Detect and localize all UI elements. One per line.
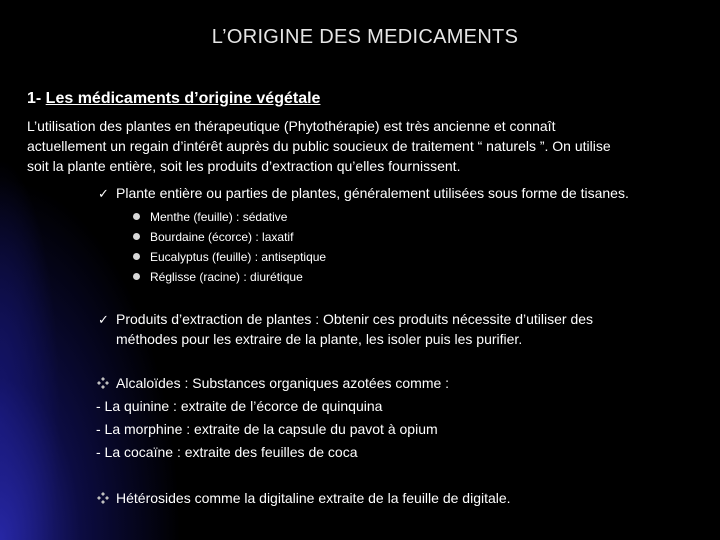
- bullet-dot-icon: [133, 273, 140, 280]
- section-heading-text: Les médicaments d’origine végétale: [45, 90, 321, 107]
- list-item: [133, 267, 326, 287]
- bullet-dot-icon: [133, 233, 140, 240]
- check-item-line: méthodes pour les extraire de la plante, les isoler puis les purifier.: [116, 331, 523, 347]
- heterosides-text: Hétérosides comme la digitaline extraite de la feuille de digitale.: [116, 490, 511, 506]
- section-number: 1-: [27, 90, 46, 107]
- section-heading: [27, 90, 320, 108]
- list-item-text: Réglisse (racine) : diurétique: [150, 270, 303, 284]
- alkaloids-block: [96, 372, 449, 464]
- list-item-text: Eucalyptus (feuille) : antiseptique: [150, 250, 327, 264]
- intro-line: actuellement un regain d’intérêt auprès du public soucieux de traitement “ naturels ”. On utilise: [27, 138, 611, 154]
- four-diamond-bullet-icon: [97, 492, 109, 504]
- intro-line: L’utilisation des plantes en thérapeutique (Phytothérapie) est très ancienne et connaît: [27, 118, 556, 134]
- check-icon: ✓: [98, 186, 109, 201]
- check-icon: ✓: [98, 312, 109, 327]
- check-item-whole-plants: Plante entière ou parties de plantes, généralement utilisées sous forme de tisanes.: [116, 185, 629, 201]
- plant-examples-list: [133, 207, 326, 287]
- alkaloid-example: - La cocaïne : extraite des feuilles de coca: [96, 444, 358, 460]
- intro-line: soit la plante entière, soit les produits d’extraction qu’elles fournissent.: [27, 158, 461, 174]
- list-item-text: Bourdaine (écorce) : laxatif: [150, 230, 294, 244]
- slide-title: L’ORIGINE DES MEDICAMENTS: [211, 26, 519, 48]
- list-item: [133, 207, 326, 227]
- alkaloid-example: - La quinine : extraite de l’écorce de quinquina: [96, 398, 383, 414]
- alkaloid-example: - La morphine : extraite de la capsule du pavot à opium: [96, 421, 438, 437]
- list-item: [133, 227, 326, 247]
- bullet-dot-icon: [133, 253, 140, 260]
- list-item: [133, 247, 326, 267]
- check-item-line: Produits d’extraction de plantes : Obtenir ces produits nécessite d’utiliser des: [116, 311, 594, 327]
- list-item-text: Menthe (feuille) : sédative: [150, 210, 288, 224]
- check-item-extraction: [116, 309, 593, 349]
- bullet-dot-icon: [133, 213, 140, 220]
- intro-paragraph: [27, 116, 717, 176]
- alkaloids-heading: Alcaloïdes : Substances organiques azotées comme :: [116, 375, 450, 391]
